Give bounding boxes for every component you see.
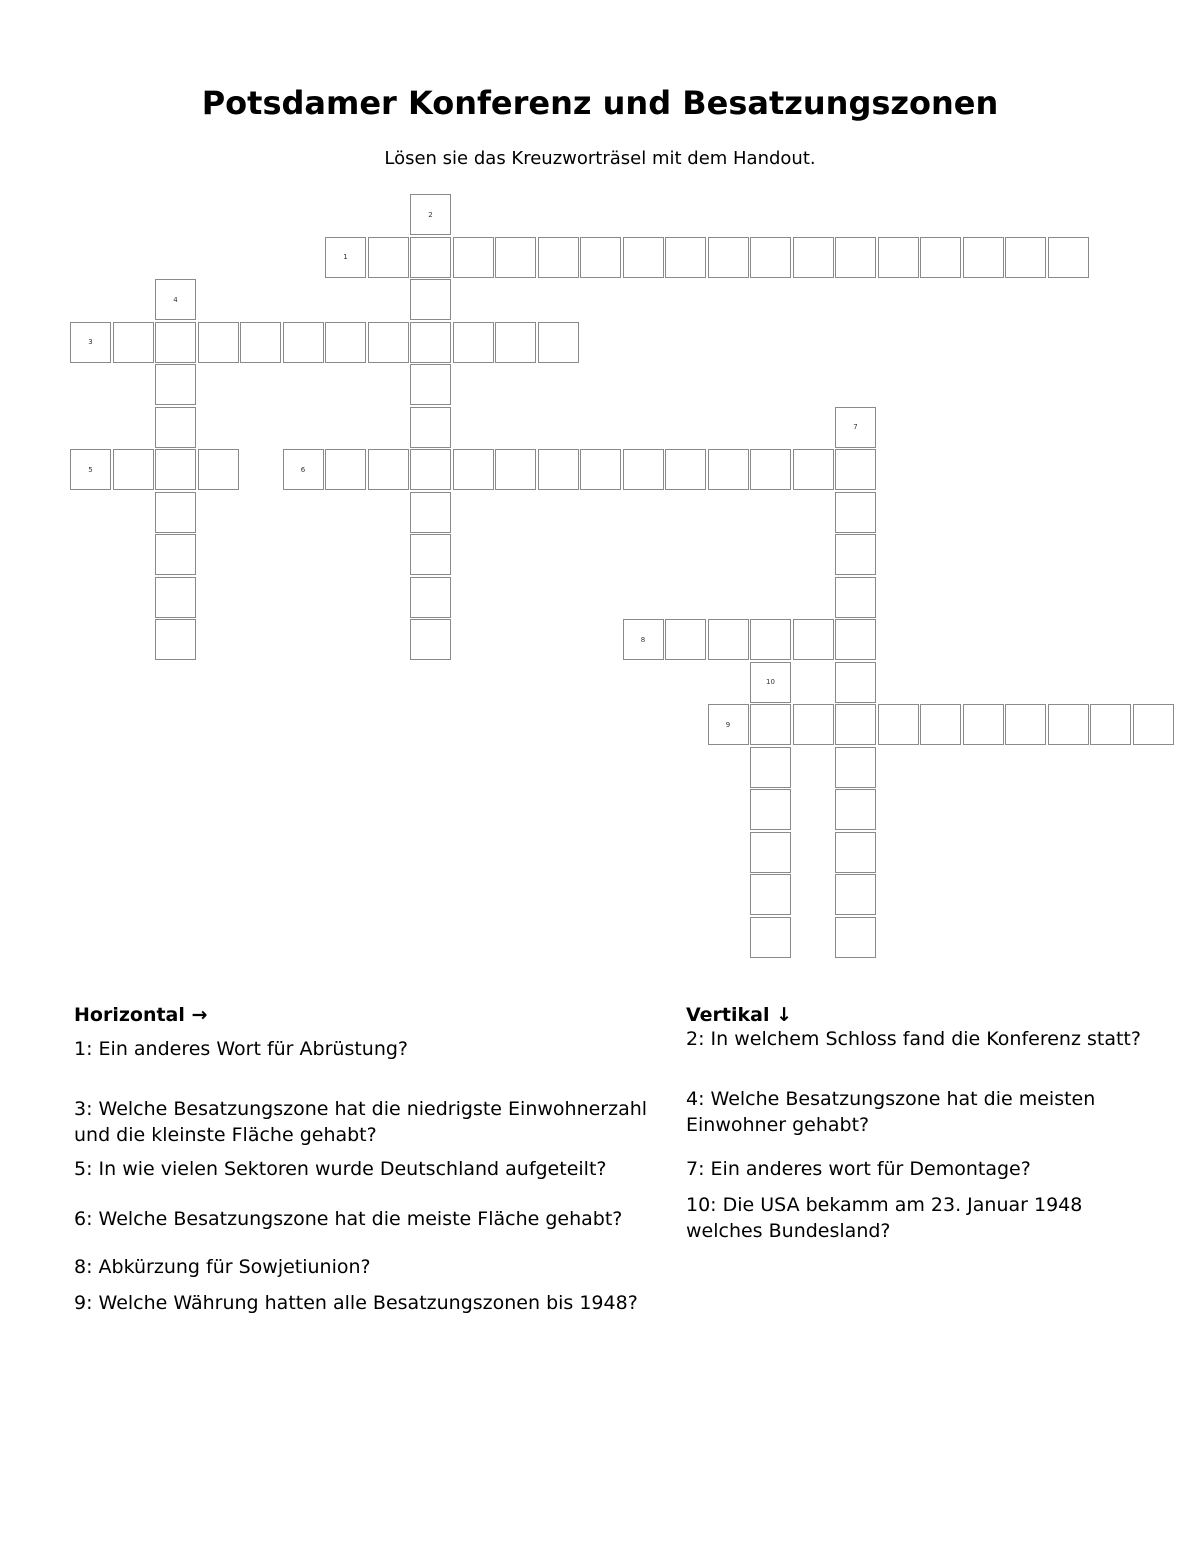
crossword-cell[interactable] — [750, 874, 791, 915]
crossword-cell[interactable] — [750, 449, 791, 490]
crossword-cell[interactable] — [453, 322, 494, 363]
clue-number: 2 — [428, 210, 433, 219]
crossword-cell[interactable] — [835, 662, 876, 703]
clue-number: 3 — [88, 338, 93, 346]
crossword-cell[interactable] — [410, 492, 451, 533]
vertical-heading: Vertikal ↓ — [686, 1004, 793, 1026]
crossword-cell[interactable] — [495, 322, 536, 363]
crossword-cell[interactable] — [835, 832, 876, 873]
crossword-cell[interactable] — [1133, 704, 1174, 745]
crossword-cell[interactable] — [538, 449, 579, 490]
crossword-cell[interactable] — [198, 449, 239, 490]
crossword-cell[interactable] — [410, 279, 451, 320]
crossword-cell[interactable] — [155, 322, 196, 363]
crossword-cell[interactable] — [155, 364, 196, 405]
crossword-cell[interactable] — [835, 619, 876, 660]
crossword-cell[interactable] — [750, 789, 791, 830]
crossword-cell[interactable] — [410, 619, 451, 660]
clue-horizontal-8: 8: Abkürzung für Sowjetiunion? — [74, 1256, 371, 1278]
clue-number-cell-4 — [155, 279, 196, 320]
crossword-cell[interactable] — [623, 449, 664, 490]
clue-number-cell-6 — [283, 449, 324, 490]
crossword-cell[interactable] — [155, 534, 196, 575]
crossword-cell[interactable] — [750, 237, 791, 278]
crossword-cell[interactable] — [240, 322, 281, 363]
crossword-cell[interactable] — [155, 619, 196, 660]
clue-number: 8 — [640, 635, 646, 644]
horizontal-heading: Horizontal → — [74, 1004, 208, 1026]
clue-horizontal-5: 5: In wie vielen Sektoren wurde Deutschland aufgeteilt? — [74, 1158, 607, 1180]
crossword-cell[interactable] — [920, 704, 961, 745]
crossword-cell[interactable] — [835, 917, 876, 958]
crossword-cell[interactable] — [835, 577, 876, 618]
crossword-cell[interactable] — [155, 407, 196, 448]
crossword-cell[interactable] — [835, 534, 876, 575]
crossword-cell[interactable] — [708, 237, 749, 278]
crossword-cell[interactable] — [410, 237, 451, 278]
clue-number-cell-2 — [410, 194, 451, 235]
crossword-cell[interactable] — [368, 237, 409, 278]
crossword-cell[interactable] — [793, 619, 834, 660]
crossword-cell[interactable] — [580, 237, 621, 278]
crossword-cell[interactable] — [538, 237, 579, 278]
clue-vertical-4: 4: Welche Besatzungszone hat die meisten Einwohner gehabt? — [686, 1088, 1096, 1136]
crossword-cell[interactable] — [1090, 704, 1131, 745]
clue-vertical-7: 7: Ein anderes wort für Demontage? — [686, 1158, 1031, 1180]
crossword-cell[interactable] — [325, 322, 366, 363]
crossword-cell[interactable] — [623, 237, 664, 278]
crossword-cell[interactable] — [580, 449, 621, 490]
crossword-cell[interactable] — [453, 237, 494, 278]
crossword-cell[interactable] — [665, 449, 706, 490]
clue-number-cell-3 — [70, 322, 111, 363]
crossword-cell[interactable] — [495, 449, 536, 490]
crossword-cell[interactable] — [878, 704, 919, 745]
crossword-cell[interactable] — [708, 619, 749, 660]
crossword-cell[interactable] — [665, 619, 706, 660]
crossword-cell[interactable] — [793, 704, 834, 745]
crossword-cell[interactable] — [835, 789, 876, 830]
clue-number-cell-7 — [835, 407, 876, 448]
crossword-cell[interactable] — [368, 322, 409, 363]
clue-number-cell-8 — [623, 619, 664, 660]
crossword-cell[interactable] — [155, 577, 196, 618]
clue-horizontal-1: 1: Ein anderes Wort für Abrüstung? — [74, 1038, 409, 1060]
crossword-cell[interactable] — [410, 449, 451, 490]
clue-number: 7 — [853, 423, 858, 431]
clue-vertical-2: 2: In welchem Schloss fand die Konferenz statt? — [686, 1028, 1141, 1050]
crossword-cell[interactable] — [750, 917, 791, 958]
crossword-cell[interactable] — [665, 237, 706, 278]
clue-number: 10 — [766, 678, 775, 686]
clue-number: 1 — [343, 253, 348, 261]
crossword-cell[interactable] — [113, 322, 154, 363]
crossword-cell[interactable] — [410, 364, 451, 405]
crossword-cell[interactable] — [835, 492, 876, 533]
crossword-cell[interactable] — [155, 449, 196, 490]
crossword-cell[interactable] — [750, 832, 791, 873]
crossword-cell[interactable] — [835, 704, 876, 745]
crossword-cell[interactable] — [835, 747, 876, 788]
clue-horizontal-3: 3: Welche Besatzungszone hat die niedrigste Einwohnerzahl und die kleinste Fläche gehabt? — [74, 1098, 648, 1146]
crossword-cell[interactable] — [410, 577, 451, 618]
crossword-cell[interactable] — [835, 449, 876, 490]
crossword-cell[interactable] — [750, 619, 791, 660]
crossword-cell[interactable] — [963, 237, 1004, 278]
crossword-cell[interactable] — [920, 237, 961, 278]
instructions: Lösen sie das Kreuzworträsel mit dem Handout. — [384, 148, 816, 169]
crossword-cell[interactable] — [155, 492, 196, 533]
crossword-cell[interactable] — [538, 322, 579, 363]
crossword-cell[interactable] — [283, 322, 324, 363]
crossword-cell[interactable] — [325, 449, 366, 490]
crossword-cell[interactable] — [878, 237, 919, 278]
crossword-cell[interactable] — [113, 449, 154, 490]
horizontal-clues — [74, 1002, 684, 1314]
crossword-cell[interactable] — [835, 874, 876, 915]
crossword-cell[interactable] — [708, 449, 749, 490]
crossword-cell[interactable] — [453, 449, 494, 490]
crossword-cell[interactable] — [1005, 704, 1046, 745]
clue-number: 4 — [173, 295, 178, 304]
clue-number: 9 — [725, 720, 731, 729]
clue-number-cell-1 — [325, 237, 366, 278]
page-title: Potsdamer Konferenz und Besatzungszonen — [201, 84, 999, 122]
clue-number: 6 — [300, 465, 306, 474]
clue-horizontal-9: 9: Welche Währung hatten alle Besatzungszonen bis 1948? — [74, 1292, 638, 1314]
vertical-clues — [686, 1002, 1156, 1242]
crossword-cell[interactable] — [198, 322, 239, 363]
crossword-cell[interactable] — [410, 534, 451, 575]
crossword-cell[interactable] — [750, 704, 791, 745]
clue-number-cell-5 — [70, 449, 111, 490]
crossword-cell[interactable] — [1005, 237, 1046, 278]
crossword-cell[interactable] — [368, 449, 409, 490]
crossword-cell[interactable] — [793, 449, 834, 490]
crossword-cell[interactable] — [410, 407, 451, 448]
clue-vertical-10: 10: Die USA bekamm am 23. Januar 1948 welches Bundesland? — [686, 1194, 1083, 1242]
clue-number-cell-9 — [708, 704, 749, 745]
crossword-cell[interactable] — [963, 704, 1004, 745]
crossword-cell[interactable] — [793, 237, 834, 278]
crossword-cell[interactable] — [495, 237, 536, 278]
crossword-cell[interactable] — [1048, 237, 1089, 278]
clue-horizontal-6: 6: Welche Besatzungszone hat die meiste Fläche gehabt? — [74, 1208, 623, 1230]
clue-number-cell-10 — [750, 662, 791, 703]
crossword-cell[interactable] — [1048, 704, 1089, 745]
crossword-cell[interactable] — [750, 747, 791, 788]
crossword-cell[interactable] — [835, 237, 876, 278]
clue-number: 5 — [88, 465, 93, 474]
crossword-cell[interactable] — [410, 322, 451, 363]
